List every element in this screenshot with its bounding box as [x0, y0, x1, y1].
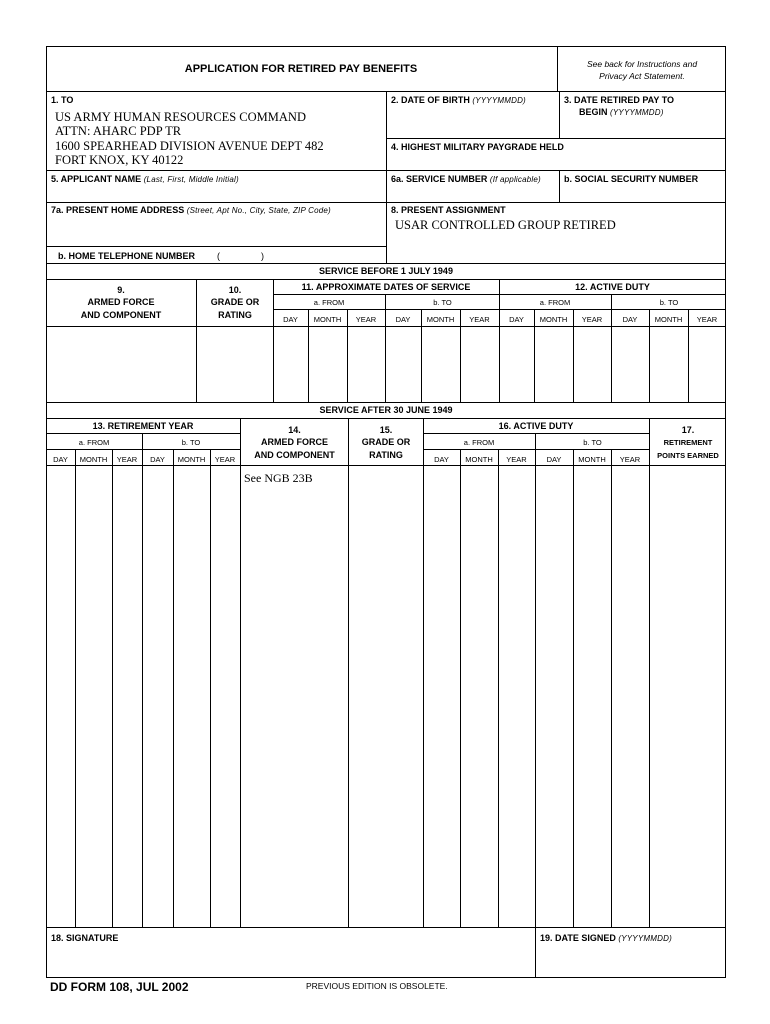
home-address-label: 7a. PRESENT HOME ADDRESS (Street, Apt No., City, State, ZIP Code) [51, 205, 331, 215]
col16-header: 16. ACTIVE DUTY [498, 421, 574, 431]
a16f-month: MONTH [465, 455, 493, 464]
a16f-day: DAY [434, 455, 449, 464]
armed-force-value: See NGB 23B [244, 471, 313, 485]
col9-line2: AND COMPONENT [80, 310, 162, 320]
a13t-month: MONTH [177, 455, 206, 464]
b11t-year: YEAR [469, 315, 490, 324]
to-line-3: 1600 SPEARHEAD DIVISION AVENUE DEPT 482 [55, 139, 324, 153]
col9-line1: ARMED FORCE [87, 297, 155, 307]
col14-line1: ARMED FORCE [261, 437, 328, 447]
a16t-year: YEAR [619, 455, 641, 464]
paygrade-field[interactable] [387, 139, 725, 170]
a13t-day: DAY [150, 455, 165, 464]
b12f-day: DAY [509, 315, 524, 324]
b12t-year: YEAR [696, 315, 718, 324]
col11-to: b. TO [433, 298, 452, 307]
col12-from: a. FROM [539, 298, 571, 307]
signature-field[interactable] [47, 928, 534, 977]
col12-header: 12. ACTIVE DUTY [575, 282, 650, 292]
b12f-year: YEAR [581, 315, 603, 324]
b12f-month: MONTH [539, 315, 568, 324]
service-number-field[interactable] [387, 171, 559, 202]
signature-label: 18. SIGNATURE [51, 933, 119, 943]
col15-line1: GRADE OR [361, 437, 411, 447]
a13f-year: YEAR [116, 455, 138, 464]
a16t-day: DAY [546, 455, 562, 464]
date-signed-label: 19. DATE SIGNED (YYYYMMDD) [540, 933, 672, 943]
to-line-2: ATTN: AHARC PDP TR [55, 124, 182, 138]
col15-line2: RATING [369, 450, 403, 460]
col16-to: b. TO [583, 438, 602, 447]
instructions-note-2: Privacy Act Statement. [599, 71, 685, 81]
col16-from: a. FROM [463, 438, 495, 447]
col10-line2: RATING [218, 310, 252, 320]
a13f-day: DAY [53, 455, 68, 464]
phone-open-paren: ( [217, 251, 220, 261]
before-1949-banner: SERVICE BEFORE 1 JULY 1949 [319, 266, 453, 276]
col14-num: 14. [288, 425, 301, 435]
col17-line1: RETIREMENT [663, 438, 713, 447]
date-signed-field[interactable] [536, 928, 725, 977]
col11-from: a. FROM [313, 298, 345, 307]
present-assignment-field[interactable] [387, 203, 725, 263]
a13f-month: MONTH [79, 455, 108, 464]
col11-header: 11. APPROXIMATE DATES OF SERVICE [301, 282, 471, 292]
col15-num: 15. [379, 425, 393, 435]
b11t-day: DAY [395, 315, 411, 324]
home-phone-label: b. HOME TELEPHONE NUMBER [58, 251, 196, 261]
dob-field[interactable] [387, 92, 559, 138]
form-title: APPLICATION FOR RETIRED PAY BENEFITS [184, 63, 418, 75]
a16t-month: MONTH [578, 455, 606, 464]
before-1949-entry-area[interactable] [47, 327, 725, 402]
b11f-day: DAY [283, 315, 298, 324]
col13-to: b. TO [181, 438, 201, 447]
applicant-name-field[interactable] [47, 171, 386, 202]
ssn-field[interactable] [560, 171, 725, 202]
service-number-label: 6a. SERVICE NUMBER (If applicable) [391, 174, 541, 184]
to-line-1: US ARMY HUMAN RESOURCES COMMAND [55, 110, 306, 124]
a16f-year: YEAR [506, 455, 527, 464]
col12-to: b. TO [659, 298, 679, 307]
b12t-month: MONTH [654, 315, 683, 324]
dob-label: 2. DATE OF BIRTH (YYYYMMDD) [391, 95, 526, 105]
b11f-year: YEAR [355, 315, 377, 324]
b12t-day: DAY [622, 315, 638, 324]
col10-line1: GRADE OR [210, 297, 260, 307]
col13-from: a. FROM [78, 438, 110, 447]
b11t-month: MONTH [426, 315, 455, 324]
home-phone-field[interactable] [222, 247, 260, 263]
date-retired-label-1: 3. DATE RETIRED PAY TO [564, 95, 675, 105]
date-retired-label-2: BEGIN (YYYYMMDD) [579, 107, 664, 117]
col13-header: 13. RETIREMENT YEAR [92, 421, 194, 431]
present-assignment-value: USAR CONTROLLED GROUP RETIRED [395, 218, 616, 232]
applicant-name-label: 5. APPLICANT NAME (Last, First, Middle Initial) [51, 174, 239, 184]
after-1949-banner: SERVICE AFTER 30 JUNE 1949 [319, 405, 453, 415]
instructions-note-1: See back for Instructions and [586, 59, 698, 69]
col10-num: 10. [228, 285, 242, 295]
ssn-label: b. SOCIAL SECURITY NUMBER [564, 174, 699, 184]
col17-line2: POINTS EARNED [657, 451, 719, 460]
col9-num: 9. [117, 285, 125, 295]
col17-num: 17. [681, 425, 695, 435]
paygrade-label: 4. HIGHEST MILITARY PAYGRADE HELD [391, 142, 564, 152]
to-label: 1. TO [51, 95, 74, 105]
to-line-4: FORT KNOX, KY 40122 [55, 153, 184, 167]
a13t-year: YEAR [214, 455, 236, 464]
b11f-month: MONTH [313, 315, 342, 324]
form-id: DD FORM 108, JUL 2002 [50, 980, 189, 994]
home-address-field[interactable] [47, 203, 386, 246]
present-assignment-label: 8. PRESENT ASSIGNMENT [391, 205, 506, 215]
phone-close-paren: ) [261, 251, 264, 261]
after-1949-entry-area[interactable] [47, 466, 725, 927]
edition-note: PREVIOUS EDITION IS OBSOLETE. [306, 981, 448, 991]
date-retired-field[interactable] [560, 92, 725, 138]
col14-line2: AND COMPONENT [254, 450, 335, 460]
